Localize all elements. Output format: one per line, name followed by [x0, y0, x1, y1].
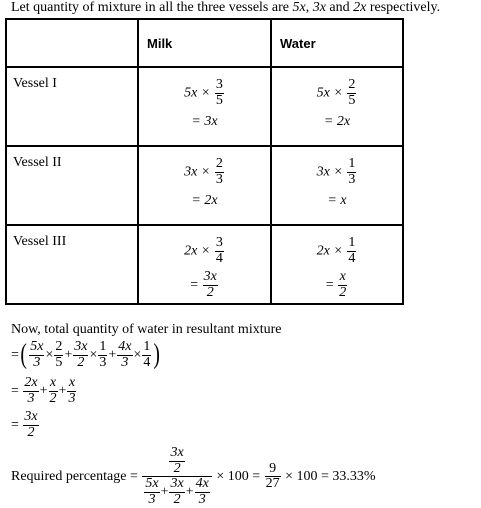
plus-sign: + [58, 383, 67, 399]
plus-sign: + [39, 383, 48, 399]
numerator: 1 [348, 156, 356, 171]
fraction [73, 340, 88, 370]
water-cell [271, 146, 403, 225]
header-water: Water [271, 19, 403, 67]
fraction [49, 376, 58, 406]
milk-result: = 2x [191, 193, 218, 208]
close-paren: ) [153, 339, 161, 371]
coef: 3x × [184, 164, 211, 180]
denominator: 3 [195, 492, 210, 508]
denominator: 4 [215, 250, 223, 266]
coef: 2x × [316, 243, 343, 259]
intro-text [11, 0, 440, 16]
big-numerator [142, 446, 211, 476]
plus-sign: + [64, 347, 73, 363]
fraction [347, 157, 356, 187]
numerator: 3x [203, 269, 217, 284]
coef: 5x × [316, 85, 343, 101]
numerator: 3 [215, 77, 223, 92]
mixture-table [5, 18, 404, 305]
milk-result: = 3x [191, 114, 218, 129]
fraction [347, 236, 356, 266]
denominator: 5 [55, 354, 63, 370]
coef: 5x × [184, 85, 211, 101]
vessel-label: Vessel III [6, 225, 138, 304]
coef: 2x × [184, 243, 211, 259]
times-sign: × [45, 347, 54, 363]
water-expression [272, 157, 402, 187]
numerator: 2 [55, 339, 63, 354]
coef: 3x × [316, 164, 343, 180]
milk-result [139, 270, 270, 300]
denominator: 3 [348, 171, 356, 187]
denominator: 3 [68, 390, 76, 406]
intro-sep2: and [325, 0, 354, 15]
numerator: 5x [30, 339, 44, 354]
numerator: 3 [215, 235, 223, 250]
step-3 [11, 410, 40, 440]
numerator: 4x [118, 339, 132, 354]
denominator: 2 [169, 461, 184, 477]
water-expression [272, 236, 402, 266]
milk-cell [138, 225, 271, 304]
denominator: 5 [348, 92, 356, 108]
fraction [215, 236, 224, 266]
header-blank [6, 19, 138, 67]
fraction [169, 477, 184, 507]
result-fraction [338, 270, 347, 300]
big-denominator [142, 476, 211, 507]
denominator: 2 [73, 355, 88, 371]
numerator: 4x [195, 476, 209, 492]
numerator: 3x [170, 445, 184, 460]
numerator: 1 [348, 235, 356, 250]
denominator: 2 [169, 492, 184, 508]
numerator: 3x [170, 476, 184, 492]
denominator: 2 [23, 425, 38, 441]
fraction [67, 376, 76, 406]
denominator: 2 [203, 285, 218, 301]
numerator: 9 [269, 460, 277, 476]
table-row [6, 146, 403, 225]
numerator: x [49, 375, 57, 390]
final-result: × 100 = 33.33% [285, 469, 376, 485]
equals-sign: = [325, 277, 334, 293]
numerator: 2 [215, 156, 223, 171]
numerator: 3x [74, 339, 88, 354]
equals-sign: = [11, 383, 19, 399]
milk-expression [139, 236, 270, 266]
vessel-label: Vessel II [6, 146, 138, 225]
denominator: 4 [348, 250, 356, 266]
numerator: x [339, 269, 346, 284]
result-fraction [203, 270, 218, 300]
numerator: 1 [99, 339, 107, 354]
fraction [169, 446, 184, 476]
denominator: 2 [339, 284, 347, 300]
times-sign: × [133, 347, 142, 363]
water-result: = x [327, 193, 347, 208]
denominator: 27 [265, 476, 280, 492]
ratio-fraction [265, 462, 281, 492]
fraction [117, 340, 132, 370]
step-2 [11, 376, 77, 406]
numerator: 5x [145, 476, 159, 492]
denominator: 2 [49, 390, 57, 406]
fraction [215, 157, 224, 187]
milk-expression [139, 157, 270, 187]
intro-v2: 3x [312, 0, 326, 15]
fraction [195, 477, 210, 507]
times-100: × 100 = [216, 469, 261, 485]
equals-sign: = [11, 347, 19, 363]
fraction [98, 340, 107, 370]
big-fraction [142, 446, 211, 508]
denominator: 3 [215, 171, 223, 187]
denominator: 3 [99, 354, 107, 370]
fraction [347, 78, 356, 108]
water-cell [271, 225, 403, 304]
water-expression [272, 78, 402, 108]
denominator: 4 [143, 354, 151, 370]
fraction [54, 340, 63, 370]
numerator: x [68, 375, 76, 390]
denominator: 3 [23, 391, 38, 407]
fraction [23, 410, 38, 440]
fraction [142, 340, 151, 370]
fraction [29, 340, 44, 370]
plus-sign: + [108, 347, 117, 363]
table-row [6, 225, 403, 304]
numerator: 2x [24, 375, 38, 390]
open-paren: ( [20, 339, 27, 371]
denominator: 5 [215, 92, 223, 108]
solution-intro: Now, total quantity of water in resultant mixture [11, 322, 282, 337]
intro-v1: 5x [292, 0, 306, 15]
fraction [144, 477, 159, 507]
milk-cell [138, 67, 271, 146]
water-result: = 2x [323, 114, 351, 129]
milk-expression [139, 78, 270, 108]
header-milk: Milk [138, 19, 271, 67]
intro-v3: 2x [353, 0, 367, 15]
denominator: 3 [117, 355, 132, 371]
milk-cell [138, 146, 271, 225]
intro-sep1: , [305, 0, 313, 15]
denominator: 3 [144, 492, 159, 508]
vessel-label: Vessel I [6, 67, 138, 146]
equals-sign: = [129, 469, 138, 485]
numerator: 1 [143, 339, 151, 354]
step-1 [11, 340, 162, 370]
equals-sign: = [11, 417, 19, 433]
times-sign: × [89, 347, 98, 363]
intro-text-a: Let quantity of mixture in all the three vessels are [11, 0, 293, 15]
numerator: 2 [348, 77, 356, 92]
fraction [23, 376, 38, 406]
fraction [215, 78, 224, 108]
numerator: 3x [24, 409, 38, 424]
required-percentage [11, 446, 376, 508]
water-cell [271, 67, 403, 146]
plus-sign: + [160, 484, 169, 500]
water-result [272, 270, 402, 300]
table-header-row [6, 19, 403, 67]
denominator: 3 [29, 355, 44, 371]
intro-text-b: respectively. [366, 0, 441, 15]
equals-sign: = [190, 277, 199, 293]
plus-sign: + [185, 484, 194, 500]
required-label: Required percentage [11, 469, 127, 485]
table-row [6, 67, 403, 146]
